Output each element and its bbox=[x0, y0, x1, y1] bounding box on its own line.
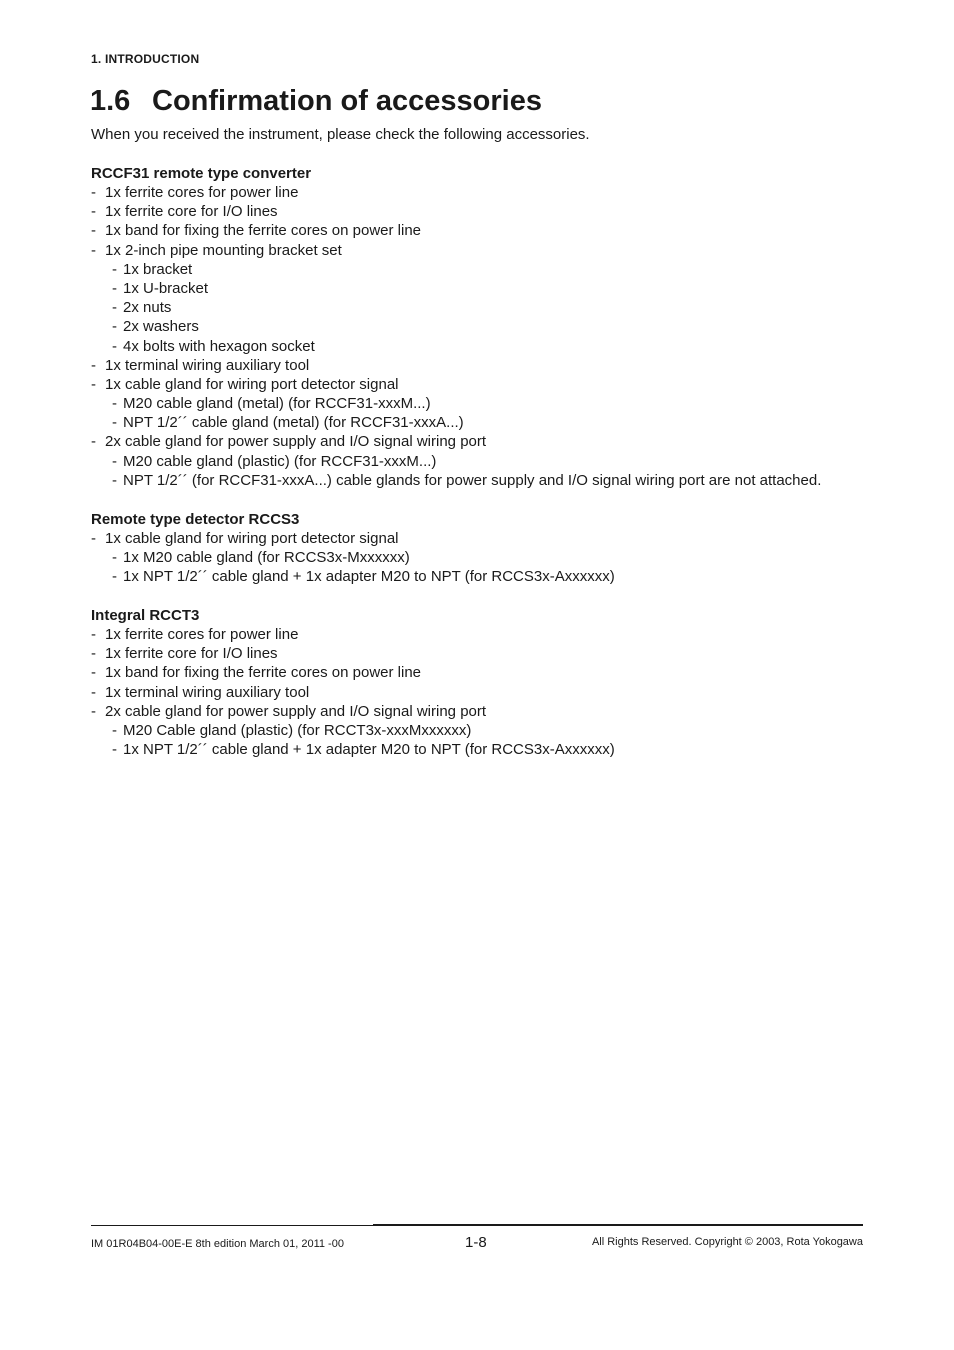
list-item: - 1x ferrite cores for power line bbox=[91, 625, 891, 644]
footer-rule-thick bbox=[373, 1224, 863, 1226]
list-item: - 1x terminal wiring auxiliary tool bbox=[91, 356, 891, 375]
intro-paragraph: When you received the instrument, please check the following accessories. bbox=[91, 126, 590, 143]
list-item: - 1x band for fixing the ferrite cores on power line bbox=[91, 221, 891, 240]
sub-list-item: - 1x bracket bbox=[91, 260, 891, 279]
section-heading: Integral RCCT3 bbox=[91, 607, 200, 624]
sub-list-item: - 1x NPT 1/2´´ cable gland + 1x adapter M20 to NPT (for RCCS3x-Axxxxxx) bbox=[91, 740, 891, 759]
footer-copyright: All Rights Reserved. Copyright © 2003, Rota Yokogawa bbox=[591, 1236, 863, 1248]
section-number: 1.6 bbox=[90, 85, 131, 117]
section-rcct3 bbox=[91, 606, 891, 759]
sub-list-item: - NPT 1/2´´ (for RCCF31-xxxA...) cable glands for power supply and I/O signal wiring port are not attached. bbox=[91, 471, 891, 490]
list-item: - 1x band for fixing the ferrite cores on power line bbox=[91, 663, 891, 682]
sub-list-item: - 2x washers bbox=[91, 317, 891, 336]
section-rccf31 bbox=[91, 164, 891, 490]
accessory-list bbox=[91, 183, 891, 490]
list-item: - 2x cable gland for power supply and I/O signal wiring port bbox=[91, 432, 891, 451]
section-title: Confirmation of accessories bbox=[152, 85, 542, 117]
sub-list-item: - 1x M20 cable gland (for RCCS3x-Mxxxxxx) bbox=[91, 548, 891, 567]
sub-list-item: - M20 Cable gland (plastic) (for RCCT3x-xxxMxxxxxx) bbox=[91, 721, 891, 740]
section-heading: RCCF31 remote type converter bbox=[91, 165, 312, 182]
sub-list-item: - NPT 1/2´´ cable gland (metal) (for RCCF31-xxxA...) bbox=[91, 413, 891, 432]
accessory-list bbox=[91, 625, 891, 759]
list-item: - 1x 2-inch pipe mounting bracket set bbox=[91, 241, 891, 260]
list-item: - 2x cable gland for power supply and I/O signal wiring port bbox=[91, 702, 891, 721]
sub-list-item: - 1x NPT 1/2´´ cable gland + 1x adapter M20 to NPT (for RCCS3x-Axxxxxx) bbox=[91, 567, 891, 586]
footer-page-number: 1-8 bbox=[465, 1234, 487, 1251]
sub-list-item: - 2x nuts bbox=[91, 298, 891, 317]
list-item: - 1x cable gland for wiring port detector signal bbox=[91, 375, 891, 394]
footer-rule-thin bbox=[91, 1225, 373, 1226]
sub-list-item: - M20 cable gland (plastic) (for RCCF31-xxxM...) bbox=[91, 452, 891, 471]
running-head: 1. INTRODUCTION bbox=[91, 52, 200, 66]
list-item: - 1x ferrite core for I/O lines bbox=[91, 644, 891, 663]
section-heading: Remote type detector RCCS3 bbox=[91, 511, 300, 528]
sub-list-item: - 4x bolts with hexagon socket bbox=[91, 337, 891, 356]
list-item: - 1x ferrite core for I/O lines bbox=[91, 202, 891, 221]
page-title bbox=[90, 82, 542, 120]
list-item: - 1x terminal wiring auxiliary tool bbox=[91, 683, 891, 702]
list-item: - 1x cable gland for wiring port detector signal bbox=[91, 529, 891, 548]
sub-list-item: - 1x U-bracket bbox=[91, 279, 891, 298]
footer-document-id: IM 01R04B04-00E-E 8th edition March 01, 2011 -00 bbox=[91, 1238, 344, 1250]
list-item: - 1x ferrite cores for power line bbox=[91, 183, 891, 202]
section-rccs3 bbox=[91, 510, 891, 587]
accessory-list bbox=[91, 529, 891, 587]
sub-list-item: - M20 cable gland (metal) (for RCCF31-xxxM...) bbox=[91, 394, 891, 413]
